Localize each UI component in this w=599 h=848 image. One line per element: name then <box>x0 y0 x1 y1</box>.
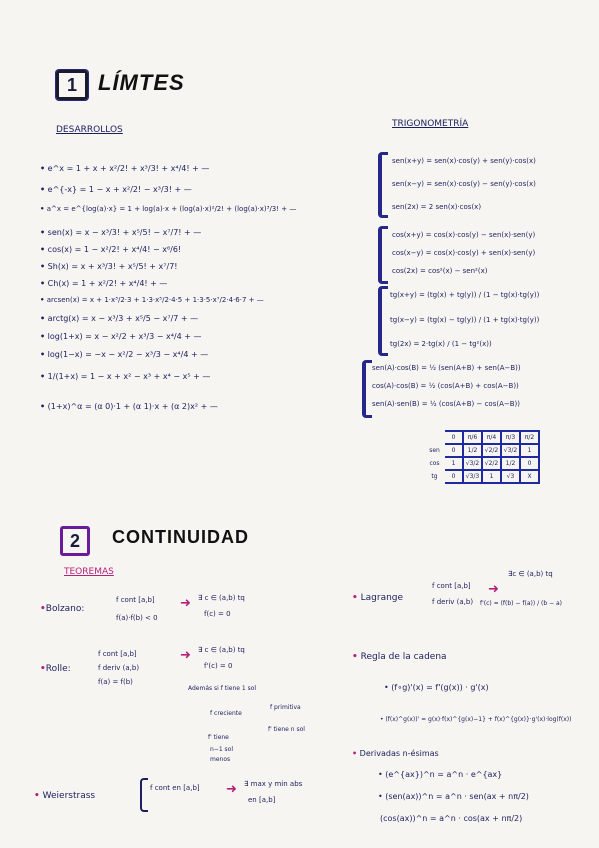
series-item: • 1/(1+x) = 1 − x + x² − x³ + x⁴ − x⁵ + — <box>40 372 211 381</box>
table-cell: 1 <box>520 444 539 457</box>
lagrange-condition: f cont [a,b] <box>432 582 471 590</box>
weierstrass-result: ∃ max y min abs <box>244 780 303 788</box>
table-cell: 1 <box>444 457 463 470</box>
arrow-icon: ➜ <box>180 648 191 663</box>
table-cell: √3/2 <box>501 444 520 457</box>
series-item: • arctg(x) = x − x³/3 + x⁵/5 − x⁷/7 + — <box>40 314 199 323</box>
table-cell: √2/2 <box>482 444 501 457</box>
table-cell: 0 <box>444 444 463 457</box>
trig-formula: tg(x−y) = (tg(x) − tg(y)) / (1 + tg(x)·tg(y)) <box>390 316 540 324</box>
rolle-subnote: f' tiene n sol <box>268 726 305 733</box>
series-item: • arcsen(x) = x + 1·x³/2·3 + 1·3·x⁵/2·4·5 + 1·3·5·x⁷/2·4·6·7 + — <box>40 296 264 304</box>
trig-formula: sen(A)·cos(B) = ½ (sen(A+B) + sen(A−B)) <box>372 364 521 372</box>
chain-rule-title: • Regla de la cadena <box>352 652 447 662</box>
rolle-result: ∃ c ∈ (a,b) tq <box>198 646 245 654</box>
series-item: • cos(x) = 1 − x²/2! + x⁴/4! − x⁶/6! <box>40 245 182 254</box>
nth-derivative-formula: • (e^{ax})^n = a^n · e^{ax} <box>378 770 503 779</box>
series-item: • Ch(x) = 1 + x²/2! + x⁴/4! + — <box>40 279 168 288</box>
rolle-subnote: menos <box>210 756 231 763</box>
trig-formula: sen(A)·sen(B) = ½ (cos(A+B) − cos(A−B)) <box>372 400 521 408</box>
table-cell: √3/3 <box>463 470 482 483</box>
table-cell: √2/2 <box>482 457 501 470</box>
table-cell: √3/2 <box>463 457 482 470</box>
arrow-icon: ➜ <box>180 596 191 611</box>
table-header: π/6 <box>463 431 482 444</box>
table-header: π/4 <box>482 431 501 444</box>
section-2-number: 2 <box>60 526 90 556</box>
table-row-label: tg <box>431 473 438 480</box>
trig-value-table <box>424 430 540 484</box>
trig-brace <box>378 226 388 284</box>
series-item: • (1+x)^α = (α 0)·1 + (α 1)·x + (α 2)x² + — <box>40 402 218 411</box>
theorems-heading: TEOREMAS <box>64 567 114 577</box>
trig-formula: cos(2x) = cos²(x) − sen²(x) <box>392 267 488 275</box>
bolzano-result: ∃ c ∈ (a,b) tq <box>198 594 245 602</box>
trig-formula: cos(x+y) = cos(x)·cos(y) − sen(x)·sen(y) <box>392 231 536 239</box>
nth-derivative-formula: • (sen(ax))^n = a^n · sen(ax + nπ/2) <box>378 792 529 801</box>
table-header: π/3 <box>501 431 520 444</box>
table-cell: √3 <box>501 470 520 483</box>
table-cell: 1/2 <box>501 457 520 470</box>
table-header: 0 <box>444 431 463 444</box>
rolle-condition: f cont [a,b] <box>98 650 137 658</box>
series-item: • e^{-x} = 1 − x + x²/2! − x³/3! + — <box>40 185 192 194</box>
series-item: • sen(x) = x − x³/3! + x⁵/5! − x⁷/7! + — <box>40 228 202 237</box>
bolzano-condition: f(a)·f(b) < 0 <box>116 614 158 622</box>
table-cell: 1 <box>482 470 501 483</box>
trig-formula: sen(x+y) = sen(x)·cos(y) + sen(y)·cos(x) <box>392 157 536 165</box>
rolle-subnote: f creciente <box>210 710 242 717</box>
lagrange-result: f'(c) = (f(b) − f(a)) / (b − a) <box>480 600 563 607</box>
table-cell: X <box>520 470 539 483</box>
section-1-title: LÍMTES <box>98 70 185 95</box>
rolle-condition: f(a) = f(b) <box>98 678 133 686</box>
arrow-icon: ➜ <box>226 782 237 797</box>
chain-rule-formula: • (f∘g)'(x) = f'(g(x)) · g'(x) <box>384 683 489 692</box>
chain-rule-formula: • (f(x)^g(x))' = g(x)·f(x)^{g(x)−1} + f(x)^{g(x)}·g'(x)·log(f(x)) <box>380 716 572 723</box>
series-item: • a^x = e^{log(a)·x} = 1 + log(a)·x + (log(a)·x)²/2! + (log(a)·x)³/3! + — <box>40 205 297 213</box>
table-header: π/2 <box>520 431 539 444</box>
trig-formula: sen(2x) = 2 sen(x)·cos(x) <box>392 203 482 211</box>
rolle-note: Además si f tiene 1 sol <box>188 685 257 692</box>
section-1-number: 1 <box>56 70 88 100</box>
arrow-icon: ➜ <box>488 582 499 597</box>
section-2-title: CONTINUIDAD <box>112 527 249 547</box>
bolzano-name: •Bolzano: <box>40 604 85 614</box>
trig-brace <box>378 286 388 356</box>
trig-formula: tg(2x) = 2·tg(x) / (1 − tg²(x)) <box>390 340 492 348</box>
trig-brace <box>378 152 388 218</box>
series-item: • log(1+x) = x − x²/2 + x³/3 − x⁴/4 + — <box>40 332 202 341</box>
trig-brace <box>362 360 372 418</box>
series-item: • e^x = 1 + x + x²/2! + x³/3! + x⁴/4! + — <box>40 164 210 173</box>
nth-derivative-formula: (cos(ax))^n = a^n · cos(ax + nπ/2) <box>380 814 523 823</box>
lagrange-name: • Lagrange <box>352 593 404 603</box>
table-cell: 0 <box>520 457 539 470</box>
rolle-subnote: f primitiva <box>270 704 301 711</box>
table-cell: 1/2 <box>463 444 482 457</box>
weierstrass-name: • Weierstrass <box>34 791 96 801</box>
nth-derivatives-title: • Derivadas n-ésimas <box>352 749 439 758</box>
trig-formula: cos(x−y) = cos(x)·cos(y) + sen(x)·sen(y) <box>392 249 536 257</box>
bolzano-result: f(c) = 0 <box>204 610 231 618</box>
table-cell: 0 <box>444 470 463 483</box>
trig-formula: sen(x−y) = sen(x)·cos(y) − sen(y)·cos(x) <box>392 180 536 188</box>
trig-heading: TRIGONOMETRÍA <box>392 119 469 129</box>
rolle-subnote: f' tiene <box>208 734 229 741</box>
lagrange-result: ∃c ∈ (a,b) tq <box>508 570 553 578</box>
rolle-result: f'(c) = 0 <box>204 662 233 670</box>
weierstrass-result: en [a,b] <box>248 796 276 804</box>
series-item: • log(1−x) = −x − x²/2 − x³/3 − x⁴/4 + — <box>40 350 209 359</box>
series-item: • Sh(x) = x + x³/3! + x⁵/5! + x⁷/7! <box>40 262 178 271</box>
trig-formula: tg(x+y) = (tg(x) + tg(y)) / (1 − tg(x)·tg(y)) <box>390 291 540 299</box>
table-row-label: cos <box>429 460 440 467</box>
rolle-name: •Rolle: <box>40 664 71 674</box>
rolle-condition: f deriv (a,b) <box>98 664 140 672</box>
series-heading: DESARROLLOS <box>56 125 123 135</box>
bolzano-condition: f cont [a,b] <box>116 596 155 604</box>
weierstrass-brace <box>140 778 148 812</box>
lagrange-condition: f deriv (a,b) <box>432 598 474 606</box>
trig-formula: cos(A)·cos(B) = ½ (cos(A+B) + cos(A−B)) <box>372 382 519 390</box>
rolle-subnote: n−1 sol <box>210 746 234 753</box>
weierstrass-condition: f cont en [a,b] <box>150 784 200 792</box>
table-row-label: sen <box>429 447 440 454</box>
